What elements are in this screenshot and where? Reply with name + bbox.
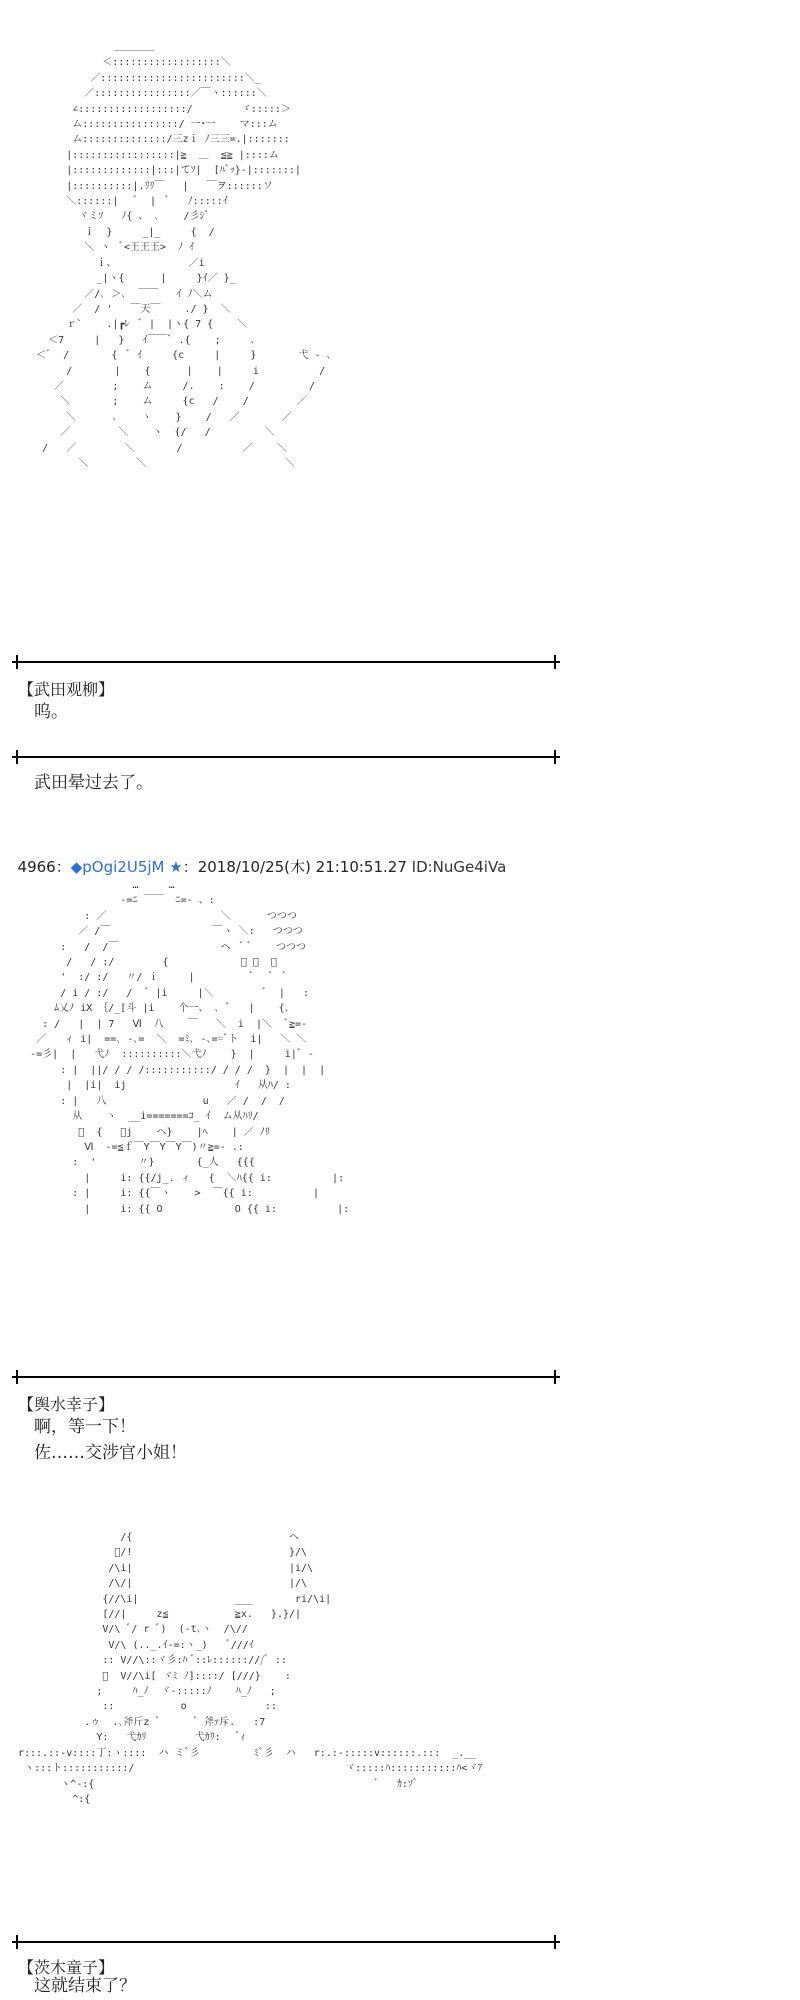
post-datetime: ：2018/10/25(木) 21:10:51.27 (182, 858, 407, 876)
post-number[interactable]: 4966 (17, 858, 56, 876)
star-icon: ★ (169, 858, 183, 876)
post-separator: ： (55, 858, 71, 876)
dialogue-line: 啊，等一下！ (34, 1417, 136, 1437)
dialogue-line: 这就结束了？ (34, 1976, 136, 1996)
dialogue-line: 呜。 (34, 702, 68, 722)
ascii-art-horned-figure: /{ ヘ ﾞ/! }/\ /\i| |i/\ /\/| |/\ {//\i| ___ ri/\i| [//| z≦ ≧x. }.}/| V/\ ﾞ/ r ﾞ) (-t､ヽ /\// V/\ (.._.ｲ-=:ヽ_) ﾞ///ｲ :: V//\::ヾ彡:ﾊ ﾞ::ﾚ::::::///ﾞ :: ﾞ V//\i[ ヾﾐ ﾉ]::::/ [///} : ; ﾊ_ﾉ ヾ-:::::ﾉ ﾊ_ﾉ ; :: o :: .ゥ .､斧斤z ﾞ ﾞ 斧ｧ斥. :7 Y: 弋ｶﾘ 弋ｶﾘ: ﾞｨ r:::.::-v::::丁:ヽ:::: ハ ミﾞ彡 ﾐﾞ彡 ハ r:.:-:::::v::::::.::: _.__ ヽ:::ト:::::::::::/ ヾ:::::ﾊ:::::::::::ﾊ<ヾｱ ヽ^-:{ ﾞ ｶ:ｿﾞ ^:{ (18, 1532, 483, 1805)
dialogue-line: 佐……交涉官小姐！ (34, 1443, 187, 1463)
post-header (8, 838, 506, 877)
ascii-art-bald-man: ＿＿＿＿ ＜::::::::::::::::::＼ ／::::::::::::::::::::::::＼_ ／::::::::::::::::／￣ヽ::::::＼ ∠::::::::::::::::::/ ヾ:::::＞ ム::::::::::::::::/ 一･一 マ:::ム ム::::::::::::::/三zｉ ﾉ三三=.|::::::: |:::::::::::::::::|≧ ＿ ≦≧ |::::ム |:::::::::::::|:::|てｿ| [ﾊﾞｯ}-|:::::::| |::::::::::|.ﾘﾘ￣ | ￣ヲ::::::ソ ＼::::::| ﾞ | ﾞ ﾉ:::::ｲ ヾミｿ ﾉ{ 、 ､ /彡ｼﾞ ｉ } _|_ { / ＼ ヽ ﾞ<王王王> ﾉ ｲ ｉ、 ／i _|ヽ{ | }ｲ／ }_ ／/､ ＞､ ￣￣ ｲ ﾉ＼ム ／ / ' ￣天￣ ./ } ＼ ｒ` .|┏ﾚ ﾞ | |ヽ{ 7 { ＼ ＜7 | } ｲ￣￣ﾞ .{ ; ､ ＜ﾞ / { ﾞ ｲ {c | } 弋 - ､ / | { | | i / ／ ; ム /. : / / ＼ ; ム {c / / ／ ＼ ､ ヽ } / ／ ／ ／ ＼ ヽ {/ / ＼ / ／ ＼ / ／ ＼ ＼ ＼ ＼ (36, 42, 332, 469)
post-tripcode: ◆pOgi2U5jM (70, 858, 165, 876)
speaker-label: 【武田观柳】 (18, 680, 115, 699)
speaker-label: 【舆水幸子】 (18, 1395, 115, 1414)
divider-2 (12, 750, 560, 764)
divider-3 (12, 1370, 560, 1384)
ascii-art-girl: … … -=ﾆ ￣￣ ﾆ=- 、: : ／ ＼ つつつ ／ /￣ ￣ヽ ＼: つつつ : / /￣ ヘ ﾞ ﾞ つつつ / / :/ { ﾞ ﾞ ﾞ ' :/ :/ 〃/ ｉ | ﾞ ﾞ ﾞ / i / :/ / ﾞ |i |＼ ﾞ | : ﾑ乂ﾉ iX ｛/_[斗 |i 个一、 ､ ﾞ | {､ : / | | 7 Ⅵ 八 ￣ ＼ i |＼ ﾞ≧=- ／ ィ i| ==､ -､= ＼ =ﾐ､ -､==ﾞト i| ＼ ＼ ‐=彡| | 弋ﾉ ::::::::::＼弋ﾉ } | i|ﾞ ‐ : | ||/ / / /:::::::::::/ / / / } | | | | |i| ij ｲ 从ﾊ/ : : | 八 u ／ / / / 从 ヽ __i=======ｺ_ ｲ ム从ﾊﾘ/ ﾞ { ＼j ヘ} |ﾍ | ／ ﾉﾘ Ⅵ -=≦ｆ￣Y￣Y￣Y￣)〃≧=- .: : ' 〃} {_人 {{{ | i: {{/j_. ィ { ＼ﾊ{{ i: |: : | i: {{￣ヽ > ￣{{ i: | | i: {{ O O {{ i: |: (30, 880, 350, 1215)
post-user-id[interactable]: ID:NuGe4iVa (411, 858, 507, 876)
narration-line: 武田晕过去了。 (34, 773, 153, 793)
divider-1 (12, 655, 560, 669)
divider-4 (12, 1935, 560, 1949)
speaker-label: 【茨木童子】 (18, 1958, 115, 1977)
